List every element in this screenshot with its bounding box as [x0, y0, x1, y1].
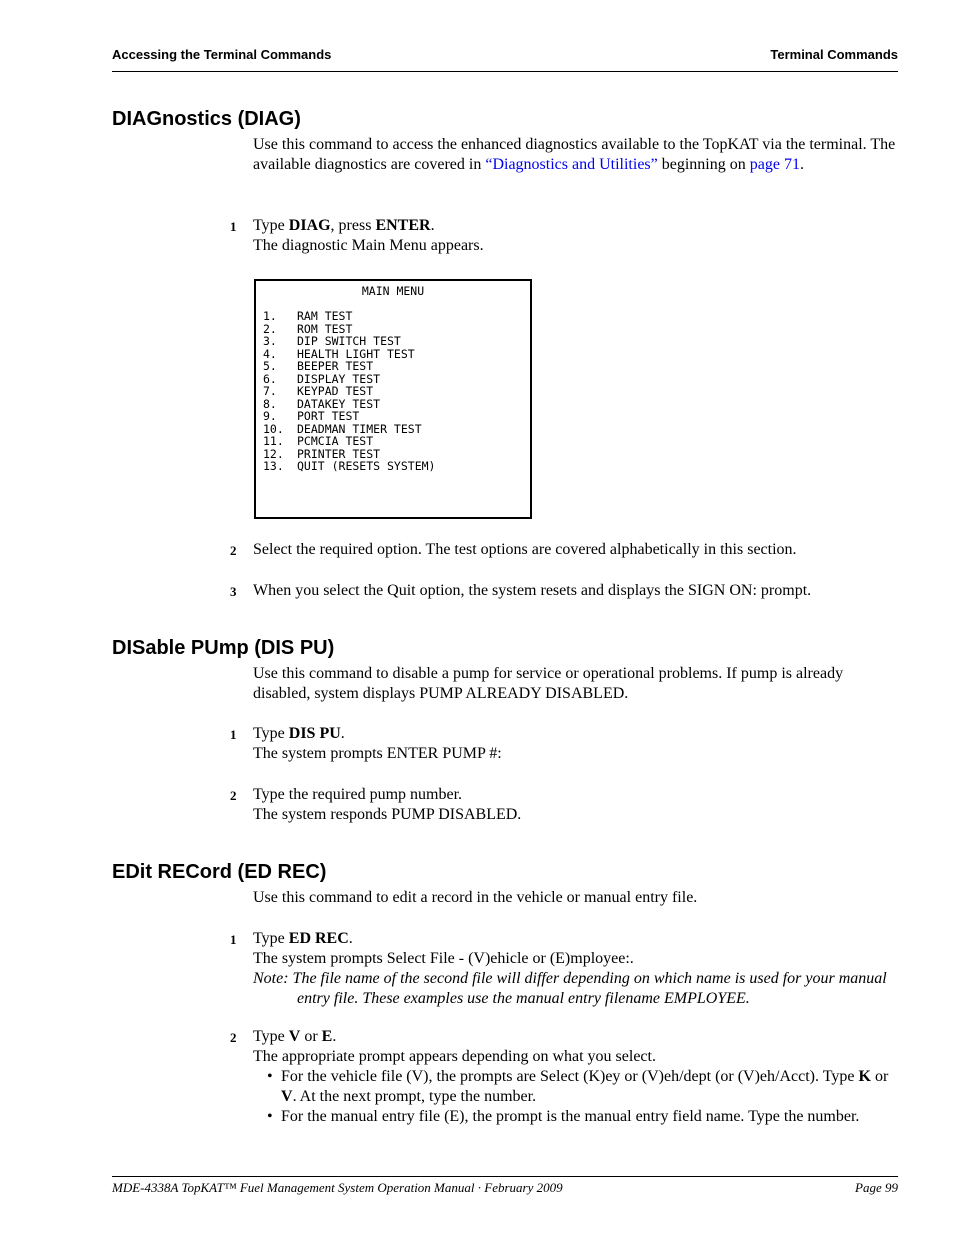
step-result: The appropriate prompt appears depending on what you select. [253, 1048, 656, 1065]
edrec-step-2 [230, 1027, 900, 1127]
menu-item-number: 4. [263, 346, 277, 361]
menu-item-label: ROM TEST [297, 321, 353, 336]
diag-intro-text: Use this command to access the enhanced diagnostics available to the TopKAT via the terminal. The available diagnostics are covered in [253, 136, 896, 173]
menu-item-number: 13. [263, 459, 284, 473]
step-number: 3 [230, 584, 237, 599]
step-number: 2 [230, 1030, 237, 1045]
diag-intro-text-2: beginning on [657, 156, 750, 173]
heading-dis-pu: DISable PUmp (DIS PU) [112, 637, 335, 659]
menu-item-number: 5. [263, 359, 277, 373]
step-text: , press [330, 217, 376, 234]
menu-item-label: RAM TEST [297, 309, 353, 323]
diag-intro-end: . [799, 156, 804, 173]
edrec-step-1 [230, 929, 900, 1009]
step-result: The system prompts Select File - (V)ehicle or (E)mployee:. [253, 950, 634, 967]
step-text: . [430, 217, 435, 234]
step-text: Select the required option. The test options are covered alphabetically in this section. [253, 541, 797, 558]
menu-item-label: HEALTH LIGHT TEST [297, 346, 415, 361]
menu-item-number: 8. [263, 396, 277, 411]
menu-item-label: BEEPER TEST [297, 359, 374, 373]
menu-item-label: QUIT (RESETS SYSTEM) [297, 459, 436, 473]
dispu-intro: Use this command to disable a pump for service or operational problems. If pump is already disabled, system displays PUMP ALREADY DISABLED. [253, 665, 844, 702]
menu-item-number: 3. [263, 334, 277, 348]
header-chapter-title: Terminal Commands [770, 47, 898, 62]
menu-item-label: PCMCIA TEST [297, 434, 374, 448]
footer-rule [112, 1176, 898, 1177]
bullet-glyph: • [267, 1108, 273, 1125]
edrec-intro: Use this command to edit a record in the vehicle or manual entry file. [253, 889, 698, 906]
step-text: Type the required pump number. [253, 786, 463, 803]
menu-item-number: 7. [263, 384, 277, 398]
command-dis-pu: DIS PU [288, 725, 341, 742]
step-text: Type [253, 725, 289, 742]
command-ed-rec: ED REC [288, 930, 349, 947]
bullet-text: . At the next prompt, type the number. [292, 1088, 537, 1105]
header-rule [112, 71, 898, 72]
heading-ed-rec: EDit RECord (ED REC) [112, 861, 327, 883]
header-section-title: Accessing the Terminal Commands [112, 47, 332, 62]
key-v: V [281, 1088, 293, 1105]
step-number: 1 [230, 219, 237, 234]
step-number: 2 [230, 543, 237, 558]
step-text: Type [253, 930, 289, 947]
step-number: 1 [230, 727, 237, 742]
step-text: . [348, 930, 353, 947]
menu-item-label: PRINTER TEST [297, 446, 381, 461]
menu-item-label: DATAKEY TEST [297, 396, 381, 411]
bullet-text: For the vehicle file (V), the prompts are Select (K)ey or (V)eh/dept (or (V)eh/Acct). Type [281, 1068, 859, 1085]
menu-item [263, 460, 435, 473]
dispu-step-2 [230, 785, 900, 825]
menu-item-label: DISPLAY TEST [297, 371, 381, 386]
menu-item-label: KEYPAD TEST [297, 384, 374, 398]
step-text: or [300, 1028, 322, 1045]
bullet-vehicle-file [253, 1067, 900, 1107]
key-v: V [288, 1028, 301, 1045]
menu-item-label: PORT TEST [297, 409, 360, 423]
step-result: The system responds PUMP DISABLED. [253, 806, 522, 823]
key-enter: ENTER [375, 217, 431, 234]
bullet-glyph: • [267, 1068, 273, 1085]
menu-list [263, 310, 435, 473]
diag-step-1 [230, 216, 900, 256]
diag-intro [253, 135, 898, 175]
step-text: Type [253, 217, 289, 234]
note: Note: The file name of the second file will differ depending on which name is used for your manual entry file. These examples use the manual entry filename EMPLOYEE. [253, 970, 887, 1007]
step-text: . [332, 1028, 337, 1045]
command-diag: DIAG [288, 217, 331, 234]
bullet-text: or [870, 1068, 889, 1085]
step-result: The system prompts ENTER PUMP #: [253, 745, 502, 762]
step-text: Type [253, 1028, 289, 1045]
step-text: . [340, 725, 345, 742]
menu-item-number: 2. [263, 321, 277, 336]
link-diagnostics-and-utilities[interactable]: “Diagnostics and Utilities” [485, 156, 658, 173]
diag-step-3 [230, 581, 900, 601]
menu-item-number: 11. [263, 434, 284, 448]
menu-item-number: 9. [263, 409, 277, 423]
menu-item-number: 10. [263, 421, 284, 436]
menu-item-label: DIP SWITCH TEST [297, 334, 401, 348]
step-text: When you select the Quit option, the system resets and displays the SIGN ON: prompt. [253, 582, 812, 599]
step-result: The diagnostic Main Menu appears. [253, 237, 484, 254]
link-page-71[interactable]: page 71 [749, 156, 800, 173]
key-e: E [321, 1028, 333, 1045]
main-menu-screen [254, 279, 532, 519]
heading-diag: DIAGnostics (DIAG) [112, 108, 301, 130]
menu-item-number: 12. [263, 446, 284, 461]
bullet-text: For the manual entry file (E), the prompt is the manual entry field name. Type the number. [281, 1108, 860, 1125]
footer-document-title: MDE-4338A TopKAT™ Fuel Management System Operation Manual · February 2009 [112, 1180, 563, 1195]
menu-item-number: 6. [263, 371, 277, 386]
menu-item-number: 1. [263, 309, 277, 323]
step-number: 1 [230, 932, 237, 947]
menu-item-label: DEADMAN TIMER TEST [297, 421, 422, 436]
step-number: 2 [230, 788, 237, 803]
key-k: K [858, 1068, 871, 1085]
dispu-step-1 [230, 724, 900, 764]
diag-step-2 [230, 540, 900, 560]
bullet-manual-entry-file [253, 1107, 900, 1127]
footer-page-number: Page 99 [855, 1180, 898, 1195]
menu-title: MAIN MENU [361, 284, 425, 298]
